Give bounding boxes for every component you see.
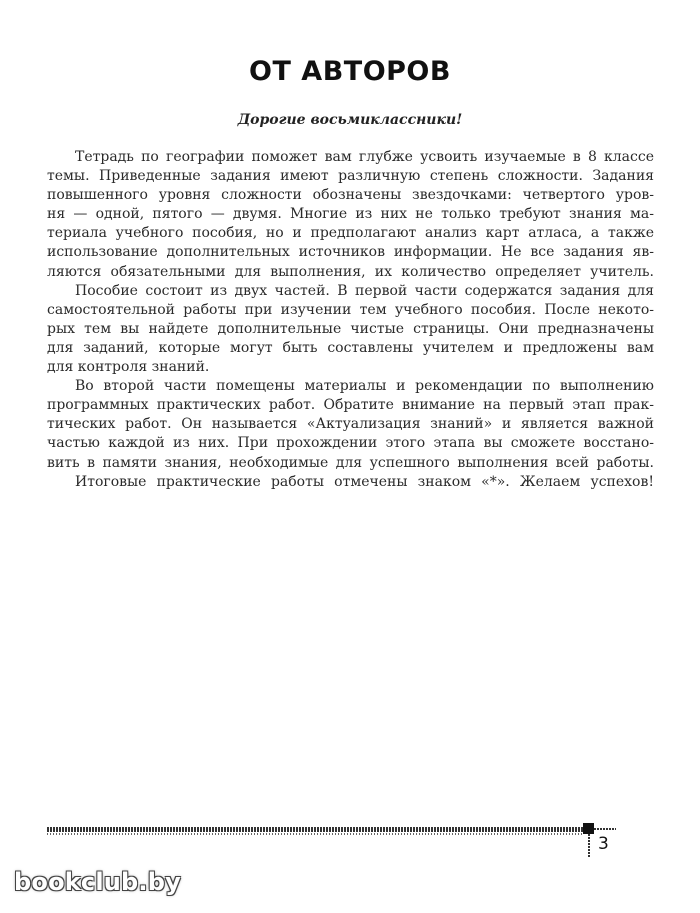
text-line: для контроля знаний. bbox=[47, 359, 210, 376]
text-line: вить в памяти знания, необходимые для успешного выполнения всей работы. bbox=[47, 454, 654, 471]
text-line: Пособие состоит из двух частей. В первой части содержатся задания для bbox=[75, 282, 654, 299]
text-line: рых тем вы найдете дополнительные чистые страницы. Они предназначены bbox=[47, 320, 654, 337]
text-line: Тетрадь по географии поможет вам глубже усвоить изучаемые в 8 классе bbox=[75, 149, 654, 165]
footer-short-rule bbox=[594, 828, 616, 830]
text-line: ня — одной, пятого — двумя. Многие из них не только требуют знания ма- bbox=[47, 206, 654, 223]
text-line: тических работ. Он называется «Актуализация знаний» и является важной bbox=[47, 416, 654, 433]
paragraph-3 bbox=[47, 377, 654, 472]
text-line: Во второй части помещены материалы и рекомендации по выполнению bbox=[75, 378, 654, 395]
paragraph-4 bbox=[47, 473, 654, 492]
footer-vertical-rule bbox=[588, 834, 590, 858]
footer-rule bbox=[47, 827, 583, 832]
greeting: Дорогие восьмиклассники! bbox=[237, 112, 463, 128]
text-line: ляются обязательными для выполнения, их количество определяет учитель. bbox=[47, 263, 654, 280]
paragraph-2 bbox=[47, 282, 654, 377]
text-line: териала учебного пособия, но и предполагают анализ карт атласа, а также bbox=[47, 225, 654, 242]
paragraph-1 bbox=[47, 148, 654, 282]
text-line: для заданий, которые могут быть составлены учителем и предложены вам bbox=[47, 339, 654, 356]
text-line: самостоятельной работы при изучении тем учебного пособия. После некото- bbox=[47, 301, 654, 318]
text-line: темы. Приведенные задания имеют различную степень сложности. Задания bbox=[47, 168, 654, 185]
text-line: использование дополнительных источников информации. Не все задания яв- bbox=[47, 244, 654, 261]
text-line: повышенного уровня сложности обозначены звездочками: четвертого уров- bbox=[47, 187, 654, 204]
body-text bbox=[47, 148, 654, 492]
page-title: ОТ АВТОРОВ bbox=[249, 56, 451, 87]
footer-corner-mark bbox=[583, 823, 594, 834]
watermark: bookclub.by bbox=[14, 868, 181, 896]
text-line: программных практических работ. Обратите внимание на первый этап прак- bbox=[47, 397, 654, 414]
text-line: частью каждой из них. При прохождении этого этапа вы сможете восстано- bbox=[47, 435, 654, 452]
text-line: Итоговые практические работы отмечены знаком «*». Желаем успехов! bbox=[75, 473, 654, 490]
page-number: 3 bbox=[598, 834, 609, 854]
